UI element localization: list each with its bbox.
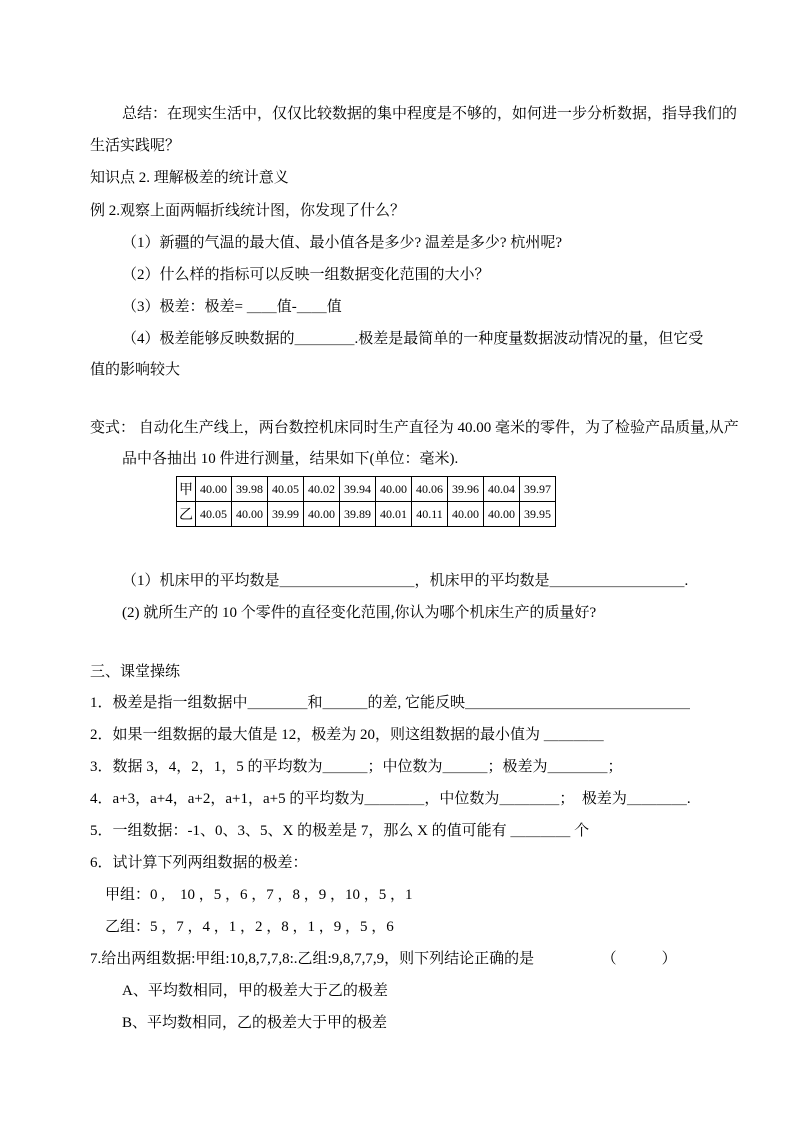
practice-question-5: 5．一组数据：-1、0、3、5、X 的极差是 7，那么 X 的值可能有 ＿＿＿＿ 个 — [90, 823, 590, 839]
table-cell: 40.00 — [304, 502, 340, 527]
practice-question-4: 4．a+3，a+4，a+2，a+1，a+5 的平均数为＿＿＿＿，中位数为＿＿＿＿； 极差为＿＿＿＿. — [90, 791, 691, 807]
practice-question-7-option-a: A、平均数相同，甲的极差大于乙的极差 — [122, 983, 388, 999]
table-cell: 40.00 — [232, 502, 268, 527]
example2-question-2: （2）什么样的指标可以反映一组数据变化范围的大小？ — [122, 267, 490, 283]
example2-question-1: （1）新疆的气温的最大值、最小值各是多少? 温差是多少? 杭州呢? — [122, 235, 562, 251]
example2-heading: 例 2.观察上面两幅折线统计图，你发现了什么？ — [90, 203, 406, 219]
table-cell: 40.00 — [196, 477, 232, 502]
practice-question-7: 7.给出两组数据:甲组:10,8,7,7,8:.乙组:9,8,7,7,9，则下列结论正确的是 （ ） — [90, 951, 677, 967]
table-cell: 39.94 — [340, 477, 376, 502]
practice-question-6-group-yi: 乙组：5 ，7 ，4 ，1 ，2 ，8 ，1 ，9 ，5 ，6 — [105, 919, 394, 935]
table-cell: 39.99 — [268, 502, 304, 527]
table-cell: 39.98 — [232, 477, 268, 502]
table-cell: 40.01 — [376, 502, 412, 527]
table-cell: 40.04 — [484, 477, 520, 502]
variation-question-1: （1）机床甲的平均数是＿＿＿＿＿＿＿＿＿，机床甲的平均数是＿＿＿＿＿＿＿＿＿. — [122, 573, 689, 589]
table-row-jia — [177, 477, 556, 502]
variation-question-2: (2) 就所生产的 10 个零件的直径变化范围,你认为哪个机床生产的质量好? — [122, 605, 597, 621]
table-cell: 40.02 — [304, 477, 340, 502]
section-classroom-practice: 三、课堂操练 — [90, 664, 181, 680]
summary-line-2: 生活实践呢？ — [90, 138, 181, 154]
row-label-jia: 甲 — [177, 477, 196, 502]
example2-question-4-cont: 值的影响较大 — [90, 362, 181, 378]
table-cell: 39.96 — [448, 477, 484, 502]
variation-line-1: 变式： 自动化生产线上，两台数控机床同时生产直径为 40.00 毫米的零件，为了检验产品质量,从产 — [90, 420, 739, 436]
table-cell: 40.05 — [268, 477, 304, 502]
table-cell: 40.00 — [376, 477, 412, 502]
row-label-yi: 乙 — [177, 502, 196, 527]
measurement-table — [176, 476, 556, 527]
table-cell: 40.06 — [412, 477, 448, 502]
knowledge-point-heading: 知识点 2. 理解极差的统计意义 — [90, 170, 289, 186]
table-cell: 40.00 — [448, 502, 484, 527]
practice-question-1: 1．极差是指一组数据中＿＿＿＿和＿＿＿的差, 它能反映＿＿＿＿＿＿＿＿＿＿＿＿＿＿＿ — [90, 695, 691, 711]
table-cell: 40.00 — [484, 502, 520, 527]
variation-line-2: 品中各抽出 10 件进行测量，结果如下(单位：毫米). — [122, 451, 459, 467]
table-cell: 40.11 — [412, 502, 448, 527]
practice-question-7-option-b: B、平均数相同，乙的极差大于甲的极差 — [122, 1015, 388, 1031]
example2-question-3: （3）极差：极差= ＿＿值-＿＿值 — [122, 299, 342, 315]
practice-question-3: 3．数据 3，4，2，1，5 的平均数为＿＿＿；中位数为＿＿＿；极差为＿＿＿＿； — [90, 759, 623, 775]
practice-question-2: 2．如果一组数据的最大值是 12，极差为 20，则这组数据的最小值为 ＿＿＿＿ — [90, 727, 604, 743]
practice-question-6-group-jia: 甲组：0 , 10 ，5 ，6 ，7 ，8 ，9 ，10 ，5 ，1 — [105, 887, 413, 903]
table-cell: 39.89 — [340, 502, 376, 527]
example2-question-4: （4）极差能够反映数据的＿＿＿＿.极差是最简单的一种度量数据波动情况的量，但它受 — [122, 331, 704, 347]
table-cell: 39.97 — [520, 477, 556, 502]
table-cell: 39.95 — [520, 502, 556, 527]
table-row-yi — [177, 502, 556, 527]
table-cell: 40.05 — [196, 502, 232, 527]
summary-line-1: 总结：在现实生活中，仅仅比较数据的集中程度是不够的，如何进一步分析数据，指导我们的 — [122, 106, 738, 122]
practice-question-6: 6．试计算下列两组数据的极差： — [90, 855, 308, 871]
